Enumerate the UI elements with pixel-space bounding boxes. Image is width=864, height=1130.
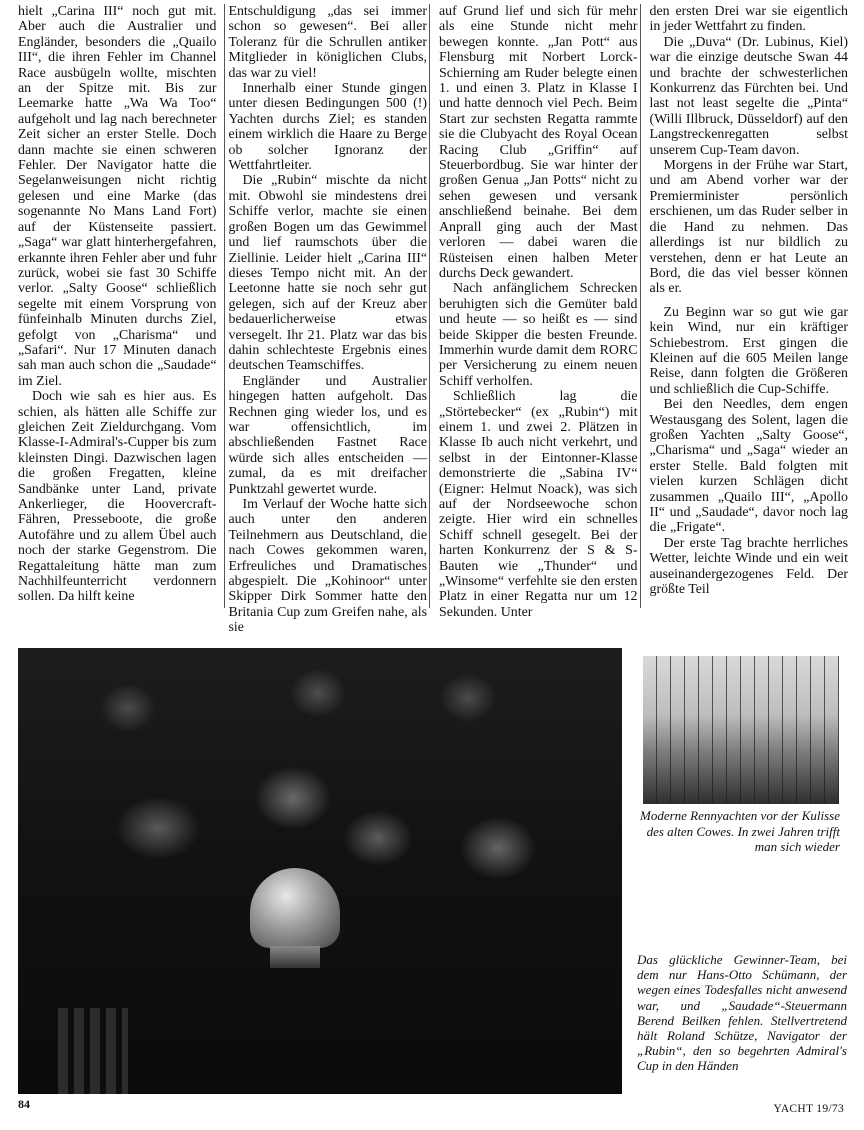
main-photo-caption: Das glückliche Gewinner-Team, bei dem nur Hans-Otto Schümann, der wegen eines Todesfalles nicht anwesend war, und „Saudade“-Steuermann Berend Beilken fehlen. Stellvertretend hält Roland Schütze, Navigator der „Rubin“, den so begehrten Admiral's Cup in den Händen <box>637 952 847 1074</box>
paragraph: Zu Beginn war so gut wie gar kein Wind, nur ein kräftiger Schiebestrom. Erst gingen die Kleinen auf die 605 Meilen lange Reise, dann folgten die Größeren und schließlich die Cup-Schiffe. <box>649 304 848 397</box>
paragraph: Nach anfänglichem Schrecken beruhigten sich die Gemüter bald und heute — so heißt es — sind beide Skipper die besten Freunde. Immerhin wurde damit dem RORC per Versicherung zu einem neuen Schiff verholfen. <box>439 281 638 389</box>
article-column-2 <box>229 4 428 636</box>
paragraph: Entschuldigung „das sei immer schon so gewesen“. Bei aller Toleranz für die Schrullen antiker Mitglieder in königlichen Clubs, das war zu viel! <box>228 4 427 81</box>
paragraph: Doch wie sah es hier aus. Es schien, als hätten alle Schiffe zur gleichen Zeit Zieldurchgang. Vom Klasse-I-Admiral's-Cupper bis zum kleinsten Dingi. Dazwischen lagen die großen Fregatten, kleine Sandbänke unter Land, private Ankerlieger, die Hoovercraft-Fähren, Presseboote, die große Autofähre und zu allem Übel auch noch der starke Gegenstrom. Die Regattaleitung hätte man zum Nachhilfeunterricht verdonnern sollen. Da hilft keine <box>18 389 217 605</box>
paragraph: Engländer und Australier hingegen hatten aufgeholt. Das Rechnen ging wieder los, und es war offensichtlich, im abschließenden Fastnet Race würde sich alles entscheiden — zumal, da es mit dreifacher Punktzahl gewertet wurde. <box>228 373 427 497</box>
trophy-base <box>270 946 320 968</box>
paragraph: Bei den Needles, dem engen Westausgang des Solent, lagen die großen Yachten „Salty Goose“, „Charisma“ und „Saga“ wieder an erster Stelle. Bald folgten mit vielen kurzen Schlägen dicht zusammen „Quailo III“, „Apollo II“ und „Saudade“, davor noch lag die „Frigate“. <box>649 397 848 536</box>
article-columns <box>18 4 848 636</box>
magazine-issue: YACHT 19/73 <box>773 1103 844 1115</box>
paragraph: Die „Rubin“ mischte da nicht mit. Obwohl sie mindestens drei Schiffe verlor, machte sie einen großen Bogen um das Gewimmel und lief raumschots über die Ziellinie. Leider hielt „Carina III“ dieses Tempo nicht mit. An der Leetonne hatte sie noch sehr gut gelegen, sich auf der Kreuz aber bedauerlicherweise etwas versegelt. Ihr 21. Platz war das bis dahin schlechteste Ergebnis eines deutschen Teamschiffes. <box>228 173 427 374</box>
paragraph: Der erste Tag brachte herrliches Wetter, leichte Winde und ein weit auseinandergezogenes Feld. Der größte Teil <box>649 535 848 598</box>
column-divider <box>640 4 641 608</box>
paragraph: Die „Duva“ (Dr. Lubinus, Kiel) war die einzige deutsche Swan 44 und brachte der schwesterlichen Konkurrenz das Fürchten bei. Und last not least segelte die „Pinta“ (Willi Illbruck, Düsseldorf) auf den Langstreckenregatten selbst unserem Cup-Team davon. <box>649 34 848 158</box>
small-photo-caption: Moderne Rennyachten vor der Kulisse des alten Cowes. In zwei Jahren trifft man sich wieder <box>639 808 840 854</box>
paragraph: Schließlich lag die „Störtebecker“ (ex „Rubin“) mit einem 1. und zwei 2. Plätzen in Klasse Ib auch nicht verkehrt, und selbst in der Eintonner-Klasse demonstrierte die „Sabina IV“ (Eigner: Helmut Noack), was sich auf der Nordseewoche schon zeigte. Hier wird ein schnelles Schiff schnell gesegelt. Bei der harten Konkurrenz der S & S-Bauten wie „Thunder“ und „Winsome“ verfehlte sie den ersten Platz in einer Regatta nur um 12 Sekunden. Unter <box>439 389 638 620</box>
column-divider <box>224 4 225 608</box>
admirals-cup-trophy <box>250 868 340 948</box>
article-column-1 <box>18 4 217 636</box>
article-column-3 <box>439 4 638 636</box>
article-column-4 <box>650 4 849 636</box>
paragraph: den ersten Drei war sie eigentlich in jeder Wettfahrt zu finden. <box>649 4 848 35</box>
column-divider <box>429 4 430 608</box>
paragraph: Im Verlauf der Woche hatte sich auch unter den anderen Teilnehmern aus Deutschland, die nach Cowes gekommen waren, Erfreuliches und Dramatisches abgespielt. Die „Kohinoor“ unter Skipper Dirk Sommer hatte den Britania Cup zum Greifen nahe, als sie <box>228 497 427 636</box>
paragraph: auf Grund lief und sich für mehr als eine Stunde nicht mehr bewegen konnte. „Jan Pott“ aus Flensburg mit Norbert Lorck-Schierning am Ruder belegte einen 1. und einen 3. Platz in Klasse I und hatte dennoch viel Pech. Beim Start zur sechsten Regatta rammte sie die Clubyacht des Royal Ocean Racing Club „Griffin“ auf Steuerbordbug. Sie war hinter der großen Genua „Jan Potts“ nicht zu sehen gewesen und versank anschließend beinahe. Bei dem Anprall ging auch der Mast verloren — dabei waren die Rüsteisen einen halben Meter durchs Deck gewandert. <box>439 4 638 281</box>
cowes-harbour-photo <box>643 656 839 804</box>
bottles <box>58 1008 128 1094</box>
winner-team-photo <box>18 648 622 1094</box>
paragraph: Morgens in der Frühe war Start, und am Abend vorher war der Premierminister persönlich erschienen, um das Ruder selber in die Hand zu nehmen. Das allerdings ist nur bildlich zu verstehen, denn er hat Leute an Bord, die das viel besser können als er. <box>649 158 848 297</box>
paragraph: Innerhalb einer Stunde gingen unter diesen Bedingungen 500 (!) Yachten durchs Ziel; es standen einem wirklich die Haare zu Berge ob solcher Ignoranz der Wettfahrtleiter. <box>228 81 427 174</box>
paragraph: hielt „Carina III“ noch gut mit. Aber auch die Australier und Engländer, besonders die „Quailo III“, die ihren Fehler im Channel Race ausbügeln wollte, mischten an der Spitze mit. Bis zur Leemarke hatte „Wa Wa Too“ aufgeholt und lag nach berechneter Zeit sicher an erster Stelle. Doch dann machte sie einen schweren Fehler. Der Navigator hatte die Segelanweisungen nicht richtig gelesen und eine Marke (das sogenannte No Mans Land Fort) auf der Küstenseite passiert. „Saga“ war glatt hinterhergefahren, erkannte ihren Fehler aber und fuhr zurück, wobei sie fast 30 Schiffe verlor. „Salty Goose“ schließlich segelte mit einem Vorsprung von fünfeinhalb Minuten durchs Ziel, gefolgt von „Charisma“ und „Safari“. Nur 17 Minuten danach sah man auch schon die „Saudade“ im Ziel. <box>18 4 217 389</box>
page-number: 84 <box>18 1097 30 1111</box>
